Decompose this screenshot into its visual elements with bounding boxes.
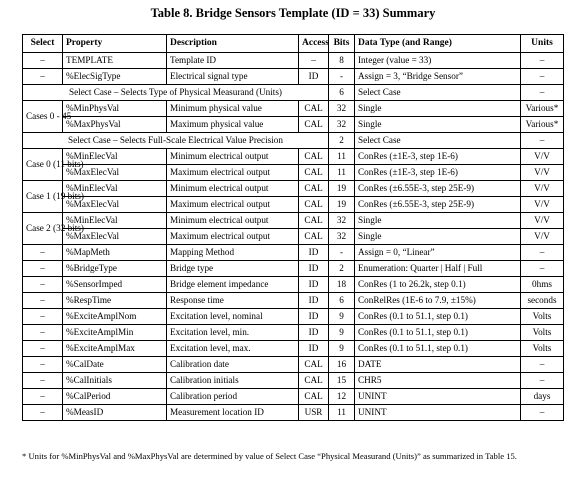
cell-data-type: ConRelRes (1E-6 to 7.9, ±15%) <box>355 293 521 309</box>
cell-bits: 32 <box>329 213 355 229</box>
cell-property: %MeasID <box>63 405 167 421</box>
cell-access: CAL <box>299 373 329 389</box>
cell-select: – <box>23 389 63 405</box>
cell-property: %MapMeth <box>63 245 167 261</box>
cell-data-type: ConRes (±6.55E-3, step 25E-9) <box>355 181 521 197</box>
cell-property: %RespTime <box>63 293 167 309</box>
table-row <box>23 261 564 277</box>
cell-data-type: Enumeration: Quarter | Half | Full <box>355 261 521 277</box>
cell-property: %MinElecVal <box>63 149 167 165</box>
cell-data-type: UNINT <box>355 405 521 421</box>
cell-property: %CalInitials <box>63 373 167 389</box>
col-header-property: Property <box>63 35 167 53</box>
summary-table <box>22 34 564 421</box>
cell-property: %MinElecVal <box>63 181 167 197</box>
cell-units: seconds <box>521 293 564 309</box>
select-case-row <box>23 133 564 149</box>
cell-access: USR <box>299 405 329 421</box>
cell-access: ID <box>299 325 329 341</box>
cell-select: – <box>23 53 63 69</box>
table-row <box>23 69 564 85</box>
cell-data-type: Select Case <box>355 85 521 101</box>
cell-bits: 9 <box>329 341 355 357</box>
cell-units: Volts <box>521 325 564 341</box>
cell-description: Excitation level, min. <box>167 325 299 341</box>
col-header-units: Units <box>521 35 564 53</box>
cell-description: Response time <box>167 293 299 309</box>
table-row <box>23 117 564 133</box>
cell-units: Various* <box>521 117 564 133</box>
cell-property: %BridgeType <box>63 261 167 277</box>
col-header-access: Access <box>299 35 329 53</box>
cell-units: V/V <box>521 213 564 229</box>
cell-description: Calibration period <box>167 389 299 405</box>
cell-property: %ExciteAmplMin <box>63 325 167 341</box>
table-row <box>23 165 564 181</box>
cell-bits: 32 <box>329 101 355 117</box>
cell-bits: 8 <box>329 53 355 69</box>
cell-select: – <box>23 373 63 389</box>
table-row <box>23 357 564 373</box>
cell-units: – <box>521 53 564 69</box>
cell-access: ID <box>299 293 329 309</box>
cell-access: ID <box>299 277 329 293</box>
cell-property: %MinElecVal <box>63 213 167 229</box>
cell-data-type: ConRes (±6.55E-3, step 25E-9) <box>355 197 521 213</box>
cell-select: – <box>23 69 63 85</box>
cell-units: 0hms <box>521 277 564 293</box>
table-row <box>23 245 564 261</box>
cell-description: Mapping Method <box>167 245 299 261</box>
cell-data-type: ConRes (0.1 to 51.1, step 0.1) <box>355 341 521 357</box>
cell-property: %SensorImped <box>63 277 167 293</box>
cell-select: – <box>23 325 63 341</box>
cell-description: Bridge type <box>167 261 299 277</box>
cell-select: – <box>23 309 63 325</box>
cell-units: V/V <box>521 229 564 245</box>
cell-description: Minimum electrical output <box>167 213 299 229</box>
cell-units: – <box>521 357 564 373</box>
cell-select: – <box>23 341 63 357</box>
cell-data-type: Single <box>355 229 521 245</box>
cell-bits: 19 <box>329 181 355 197</box>
cell-access: CAL <box>299 213 329 229</box>
table-row <box>23 389 564 405</box>
table-row <box>23 405 564 421</box>
cell-bits: 2 <box>329 133 355 149</box>
cell-data-type: UNINT <box>355 389 521 405</box>
cell-description: Measurement location ID <box>167 405 299 421</box>
cell-property: TEMPLATE <box>63 53 167 69</box>
cell-data-type: ConRes (±1E-3, step 1E-6) <box>355 165 521 181</box>
cell-select: – <box>23 261 63 277</box>
cell-description: Minimum electrical output <box>167 149 299 165</box>
cell-description: Excitation level, max. <box>167 341 299 357</box>
table-row <box>23 309 564 325</box>
cell-data-type: Single <box>355 213 521 229</box>
cell-bits: - <box>329 69 355 85</box>
cell-bits: - <box>329 245 355 261</box>
cell-description: Electrical signal type <box>167 69 299 85</box>
cell-access: CAL <box>299 165 329 181</box>
cell-description: Maximum physical value <box>167 117 299 133</box>
table-title: Table 8. Bridge Sensors Template (ID = 33) Summary <box>150 6 436 20</box>
col-header-description: Description <box>167 35 299 53</box>
case-label: Case 0 (11 bits) <box>23 149 63 181</box>
header-row <box>23 35 564 53</box>
cell-bits: 11 <box>329 149 355 165</box>
cell-description: Excitation level, nominal <box>167 309 299 325</box>
cell-property: %ExciteAmplMax <box>63 341 167 357</box>
cell-units: days <box>521 389 564 405</box>
cell-description: Maximum electrical output <box>167 165 299 181</box>
cell-property: %MaxPhysVal <box>63 117 167 133</box>
cell-select: – <box>23 293 63 309</box>
cell-data-type: CHR5 <box>355 373 521 389</box>
cell-data-type: ConRes (0.1 to 51.1, step 0.1) <box>355 325 521 341</box>
cell-select: – <box>23 245 63 261</box>
table-row <box>23 277 564 293</box>
select-case-text: Select Case – Selects Full-Scale Electrical Value Precision <box>23 133 329 149</box>
cell-bits: 11 <box>329 165 355 181</box>
cell-access: CAL <box>299 101 329 117</box>
cell-bits: 32 <box>329 229 355 245</box>
cell-access: ID <box>299 69 329 85</box>
cell-property: %MaxElecVal <box>63 197 167 213</box>
cell-data-type: Single <box>355 117 521 133</box>
cell-access: CAL <box>299 229 329 245</box>
cell-access: ID <box>299 309 329 325</box>
case-label: Case 1 (19 bits) <box>23 181 63 213</box>
cell-property: %CalPeriod <box>63 389 167 405</box>
cell-units: V/V <box>521 165 564 181</box>
cell-property: %MinPhysVal <box>63 101 167 117</box>
cell-select: – <box>23 405 63 421</box>
cell-property: %CalDate <box>63 357 167 373</box>
table-row <box>23 53 564 69</box>
table-row <box>23 293 564 309</box>
case-label: Cases 0 - 45 <box>23 101 63 133</box>
cell-data-type: Integer (value = 33) <box>355 53 521 69</box>
table-row <box>23 229 564 245</box>
table-row <box>23 373 564 389</box>
cell-description: Maximum electrical output <box>167 197 299 213</box>
cell-access: CAL <box>299 149 329 165</box>
col-header-data-type: Data Type (and Range) <box>355 35 521 53</box>
col-header-select: Select <box>23 35 63 53</box>
cell-access: CAL <box>299 197 329 213</box>
cell-access: – <box>299 53 329 69</box>
cell-select: – <box>23 357 63 373</box>
cell-data-type: ConRes (0.1 to 51.1, step 0.1) <box>355 309 521 325</box>
cell-bits: 6 <box>329 293 355 309</box>
cell-bits: 11 <box>329 405 355 421</box>
cell-units: – <box>521 85 564 101</box>
cell-units: – <box>521 261 564 277</box>
cell-data-type: ConRes (±1E-3, step 1E-6) <box>355 149 521 165</box>
cell-units: Volts <box>521 309 564 325</box>
cell-bits: 16 <box>329 357 355 373</box>
table-row <box>23 101 564 117</box>
cell-description: Minimum physical value <box>167 101 299 117</box>
cell-description: Calibration date <box>167 357 299 373</box>
table-row <box>23 181 564 197</box>
cell-property: %ElecSigType <box>63 69 167 85</box>
cell-bits: 2 <box>329 261 355 277</box>
cell-units: – <box>521 133 564 149</box>
table-row <box>23 341 564 357</box>
cell-description: Minimum electrical output <box>167 181 299 197</box>
table-row <box>23 325 564 341</box>
cell-data-type: Select Case <box>355 133 521 149</box>
cell-bits: 6 <box>329 85 355 101</box>
cell-access: CAL <box>299 389 329 405</box>
cell-bits: 9 <box>329 309 355 325</box>
col-header-bits: Bits <box>329 35 355 53</box>
cell-description: Bridge element impedance <box>167 277 299 293</box>
footnote: * Units for %MinPhysVal and %MaxPhysVal are determined by value of Select Case “Physical Measurand (Units)” as summarized in Table 15. <box>22 451 517 461</box>
cell-units: – <box>521 405 564 421</box>
cell-description: Template ID <box>167 53 299 69</box>
cell-data-type: Assign = 3, “Bridge Sensor” <box>355 69 521 85</box>
cell-select: – <box>23 277 63 293</box>
cell-units: Various* <box>521 101 564 117</box>
cell-units: – <box>521 245 564 261</box>
cell-access: CAL <box>299 181 329 197</box>
select-case-row <box>23 85 564 101</box>
cell-units: V/V <box>521 149 564 165</box>
select-case-text: Select Case – Selects Type of Physical Measurand (Units) <box>23 85 329 101</box>
cell-property: %MaxElecVal <box>63 229 167 245</box>
cell-units: – <box>521 69 564 85</box>
cell-bits: 9 <box>329 325 355 341</box>
cell-description: Maximum electrical output <box>167 229 299 245</box>
table-row <box>23 197 564 213</box>
cell-units: V/V <box>521 197 564 213</box>
cell-bits: 12 <box>329 389 355 405</box>
cell-bits: 18 <box>329 277 355 293</box>
cell-bits: 15 <box>329 373 355 389</box>
cell-access: ID <box>299 245 329 261</box>
cell-property: %ExciteAmplNom <box>63 309 167 325</box>
cell-property: %MaxElecVal <box>63 165 167 181</box>
cell-bits: 19 <box>329 197 355 213</box>
cell-access: CAL <box>299 117 329 133</box>
case-label: Case 2 (32 bits) <box>23 213 63 245</box>
cell-data-type: DATE <box>355 357 521 373</box>
cell-data-type: Single <box>355 101 521 117</box>
cell-description: Calibration initials <box>167 373 299 389</box>
cell-units: – <box>521 373 564 389</box>
cell-access: CAL <box>299 357 329 373</box>
cell-data-type: ConRes (1 to 26.2k, step 0.1) <box>355 277 521 293</box>
cell-bits: 32 <box>329 117 355 133</box>
cell-units: V/V <box>521 181 564 197</box>
table-row <box>23 213 564 229</box>
cell-units: Volts <box>521 341 564 357</box>
cell-access: ID <box>299 341 329 357</box>
cell-access: ID <box>299 261 329 277</box>
table-row <box>23 149 564 165</box>
cell-data-type: Assign = 0, “Linear” <box>355 245 521 261</box>
